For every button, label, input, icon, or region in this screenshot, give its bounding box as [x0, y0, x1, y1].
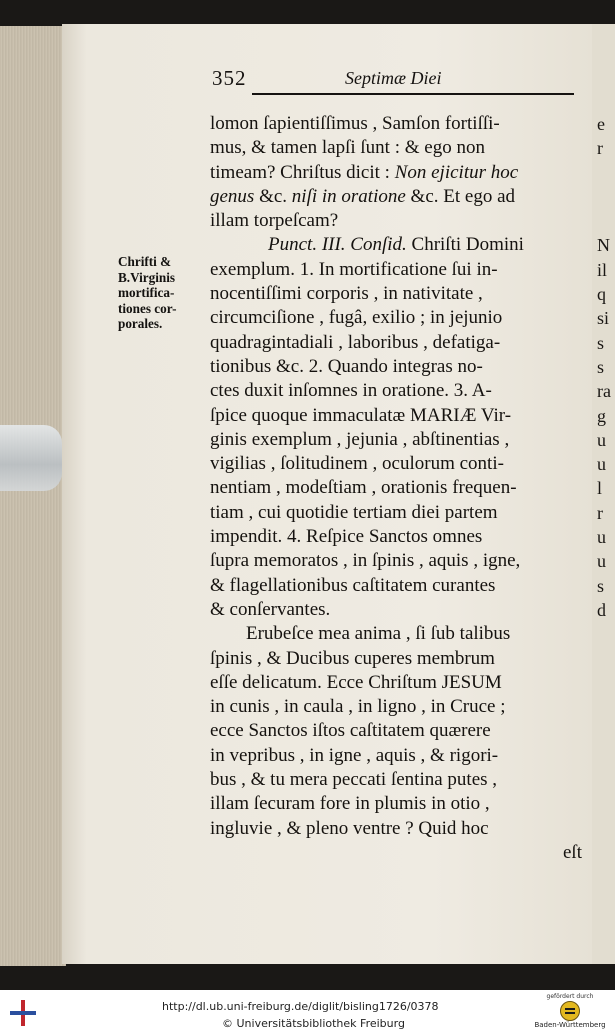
text-line [210, 574, 590, 598]
text-line [210, 452, 590, 476]
text-line [210, 792, 590, 816]
text-span: quadragintadiali , laboribus , defatiga- [210, 331, 501, 353]
margin-note-line: porales. [118, 316, 163, 332]
text-line [210, 331, 590, 355]
funder-name: Baden-Württemberg [534, 1021, 606, 1029]
library-logo-icon [8, 998, 38, 1028]
text-line [210, 744, 590, 768]
text-span: Erubeſce mea anima , ſi ſub talibus [246, 623, 511, 645]
text-line [210, 817, 590, 841]
text-span: illam torpeſcam? [210, 210, 339, 232]
margin-note-line: Chrifti & [118, 254, 172, 269]
text-span: timeam? Chriſtus dicit : [210, 161, 395, 183]
margin-note-line: mortifica- [118, 285, 175, 301]
text-span: ſpice quoque immaculatæ MARIÆ Vir- [210, 404, 512, 426]
page-header [210, 66, 580, 100]
text-line [210, 768, 590, 792]
text-span: &c. Et ego ad [405, 185, 516, 207]
text-span: nentiam , modeſtiam , orationis frequen- [210, 477, 517, 499]
text-span: & flagellationibus caſtitatem curantes [210, 574, 496, 596]
italic-quote: niſi in oratione [291, 185, 406, 207]
text-span: impendit. 4. Reſpice Sanctos omnes [210, 526, 483, 548]
text-line [210, 258, 590, 282]
text-span: & conſervantes. [210, 598, 331, 620]
text-span: ctes duxit inſomnes in oratione. 3. A- [210, 380, 492, 402]
text-span: ſpinis , & Ducibus cuperes membrum [210, 647, 495, 669]
text-line [210, 136, 590, 160]
text-span: ginis exemplum , jejunia , abſtinentias , [210, 428, 510, 450]
margin-note-line: tiones cor- [118, 300, 177, 316]
text-span: vigilias , ſolitudinem , oculorum conti- [210, 453, 504, 475]
text-span: in vepribus , in igne , aquis , & rigori- [210, 744, 499, 766]
text-span: mus, & tamen lapſi ſunt : & ego non [210, 137, 485, 159]
text-line [210, 647, 590, 671]
text-span: exemplum. 1. In mortificatione ſui in- [210, 258, 498, 280]
text-line [210, 501, 590, 525]
running-title: Septimæ Diei [345, 68, 442, 88]
catchword: eſt [563, 841, 582, 863]
text-line [210, 719, 590, 743]
italic-quote: Non ejicitur hoc [394, 161, 519, 183]
text-line [210, 525, 590, 549]
text-line [210, 282, 590, 306]
text-line [210, 306, 590, 330]
text-span: in cunis , in caula , in ligno , in Cruce ; [210, 696, 506, 718]
text-line [210, 695, 590, 719]
text-span: lomon ſapientiſſimus , Samſon fortiſſi- [210, 113, 500, 134]
section-heading: Punct. III. Conſid. [268, 234, 407, 256]
text-line [210, 209, 590, 233]
text-line [210, 598, 590, 622]
body-text [210, 112, 590, 865]
text-line [210, 622, 590, 646]
margin-note [118, 254, 210, 332]
text-line [210, 379, 590, 403]
state-seal-icon [560, 1001, 580, 1021]
text-line [210, 185, 590, 209]
text-span: ecce Sanctos iſtos caſtitatem quærere [210, 720, 491, 742]
permalink-url[interactable]: http://dl.ub.uni-freiburg.de/diglit/bisling1726/0378 [162, 1000, 439, 1013]
text-span: ſupra memoratos , in ſpinis , aquis , igne, [210, 550, 521, 572]
text-span: nocentiſſimi corporis , in nativitate , [210, 283, 483, 305]
page-edges [0, 26, 66, 966]
text-line [210, 355, 590, 379]
margin-note-line: B.Virginis [118, 269, 176, 285]
text-line [210, 476, 590, 500]
text-line [210, 549, 590, 573]
text-line [210, 161, 590, 185]
header-rule [252, 93, 574, 95]
text-line [210, 428, 590, 452]
italic-quote: genus [210, 185, 255, 207]
next-page-text: e r N il q si s s ra g u u l r u u s d [597, 114, 611, 620]
funder-label: gefördert durch [546, 993, 594, 1000]
text-span: illam ſecuram fore in plumis in otio , [210, 793, 490, 815]
viewer-footer [0, 990, 615, 1036]
text-span: circumciſione , fugâ, exilio ; in jejunio [210, 307, 503, 329]
text-span: ingluvie , & pleno ventre ? Quid hoc [210, 817, 489, 839]
text-line [210, 671, 590, 695]
funder-block [530, 993, 610, 1033]
text-line [210, 841, 590, 865]
text-span: tionibus &c. 2. Quando integras no- [210, 355, 483, 377]
text-line [210, 404, 590, 428]
text-line [210, 112, 590, 136]
text-line [210, 233, 590, 257]
text-span: &c. [254, 185, 292, 207]
copyright-text: © Universitätsbibliothek Freiburg [222, 1017, 405, 1030]
page-number: 352 [212, 66, 247, 90]
text-span: bus , & tu mera peccati ſentina putes , [210, 769, 498, 791]
text-span: Chriſti Domini [406, 234, 524, 256]
page-clip [0, 425, 62, 491]
text-span: eſſe delicatum. Ecce Chriſtum JESUM [210, 671, 502, 693]
text-span: tiam , cui quotidie tertiam diei partem [210, 501, 498, 523]
